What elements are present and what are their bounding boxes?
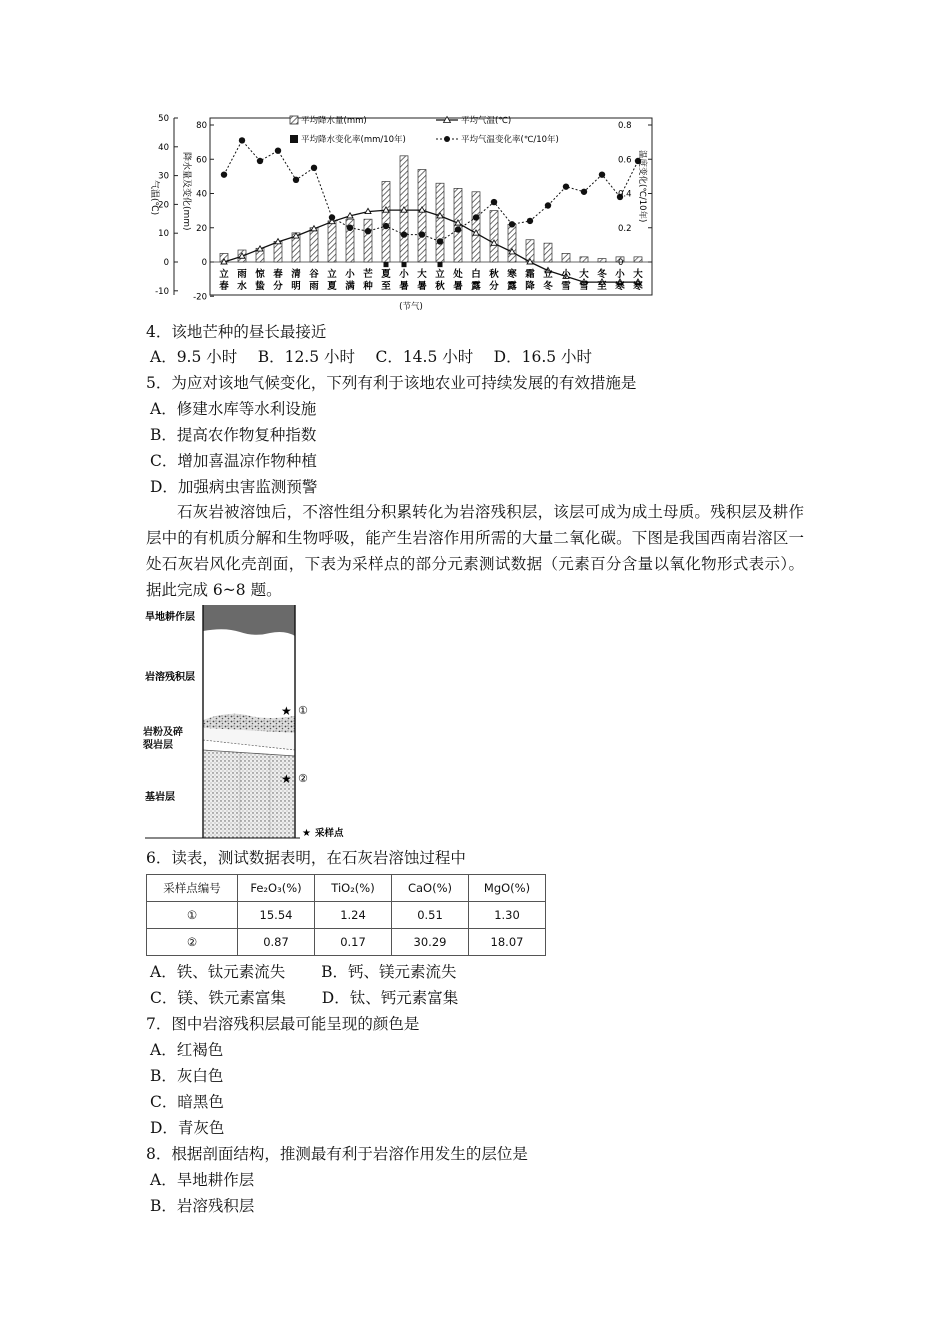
category-label: 立 (327, 269, 337, 280)
karst-profile-diagram (140, 600, 370, 845)
q7-option-a: A．红褐色 (150, 1041, 224, 1059)
category-label: 夏 (381, 269, 391, 280)
q8-stem: 8．根据剖面结构，推测最有利于岩溶作用发生的层位是 (146, 1145, 528, 1163)
temp-change-point (293, 177, 299, 183)
temp-change-point (383, 223, 389, 229)
temp-change-point (455, 226, 461, 232)
category-label: 雨 (309, 281, 319, 292)
temp-change-point (257, 158, 263, 164)
category-label: 至 (597, 281, 607, 292)
category-label: 立 (543, 269, 553, 280)
label-topsoil: 旱地耕作层 (145, 612, 195, 623)
temp-change-point (419, 231, 425, 237)
category-label: 芒 (363, 269, 373, 280)
precip-bar (274, 241, 282, 262)
table-cell: ② (147, 929, 238, 956)
temp-change-point (563, 183, 569, 189)
category-label: 明 (291, 281, 301, 292)
category-label: 分 (273, 281, 283, 292)
mid-tick-label: 0 (201, 258, 207, 268)
q7-stem: 7．图中岩溶残积层最可能呈现的颜色是 (146, 1015, 420, 1033)
temp-change-point (239, 137, 245, 143)
sample-star-1: ★ (281, 704, 292, 718)
category-label: 冬 (543, 281, 553, 292)
left-tick-label: -10 (155, 286, 169, 297)
precip-bar (328, 221, 336, 262)
table-cell: 0.51 (392, 902, 469, 929)
temp-change-point (491, 199, 497, 205)
category-label: 春 (273, 269, 283, 280)
bedrock-layer (203, 750, 295, 838)
category-label: 寒 (615, 281, 625, 292)
category-label: 惊 (255, 269, 265, 280)
legend-temp-change: 平均气温变化率(℃/10年) (461, 135, 559, 145)
table-header: CaO(%) (392, 875, 469, 902)
category-label: 雪 (561, 281, 571, 292)
category-label: 立 (219, 269, 229, 280)
legend-star-icon: ★ (302, 828, 311, 839)
table-cell: 1.30 (469, 902, 546, 929)
category-label: 立 (435, 269, 445, 280)
q7-option-d: D．青灰色 (150, 1119, 225, 1137)
q8-option-b: B．岩溶残积层 (150, 1197, 255, 1215)
precip-bar (544, 243, 552, 262)
legend-precip-change: 平均降水变化率(mm/10年) (301, 135, 406, 145)
legend-precip: 平均降水量(mm) (301, 116, 367, 126)
x-axis-title: (节气) (399, 302, 423, 312)
mid-tick-label: 60 (196, 155, 207, 166)
mid-tick-label: -20 (193, 292, 207, 303)
category-label: 露 (471, 281, 481, 292)
category-label: 满 (345, 281, 355, 292)
category-label: 雨 (237, 269, 247, 280)
right-tick-label: 0.4 (618, 189, 632, 200)
q5-option-b: B．提高农作物复种指数 (150, 426, 317, 444)
category-label: 大 (633, 269, 643, 280)
precip-bar (562, 253, 570, 262)
q4-options: A．9.5 小时 B．12.5 小时 C．14.5 小时 D．16.5 小时 (150, 348, 593, 366)
climate-chart (140, 110, 660, 320)
legend-temp: 平均气温(℃) (461, 116, 512, 126)
q4-stem: 4．该地芒种的昼长最接近 (146, 323, 327, 341)
temp-change-point (509, 221, 515, 227)
category-label: 寒 (507, 269, 517, 280)
passage: 石灰岩被溶蚀后，不溶性组分积累转化为岩溶残积层，该层可成为成土母质。残积层及耕作层中的有机质分解和生物呼吸，能产生岩溶作用所需的大量二氧化碳。下图是我国西南岩溶区一处石灰岩风化壳剖面，下表为采样点的部分元素测试数据（元素百分含量以氧化物形式表示）。据此完成 6~8 题。 (146, 503, 804, 599)
table-cell: 18.07 (469, 929, 546, 956)
left-tick-label: 0 (163, 258, 169, 268)
table-header: TiO₂(%) (315, 875, 392, 902)
temp-change-point (437, 238, 443, 244)
left-tick-label: 40 (158, 142, 169, 153)
category-label: 暑 (399, 281, 409, 292)
category-label: 白 (471, 269, 481, 280)
mid-tick-label: 40 (196, 189, 207, 200)
sample-point-2: ② (298, 772, 308, 785)
right-tick-label: 0.6 (618, 155, 632, 166)
precip-change-bar (402, 262, 407, 267)
table-cell: 0.87 (238, 929, 315, 956)
temperature-line (224, 210, 638, 282)
category-label: 蛰 (255, 281, 265, 292)
category-label: 霜 (525, 269, 535, 280)
table-header: 采样点编号 (147, 875, 238, 902)
precip-bar (418, 170, 426, 262)
q5-stem: 5．为应对该地气候变化，下列有利于该地农业可持续发展的有效措施是 (146, 374, 637, 392)
temp-change-point (275, 147, 281, 153)
q6-stem: 6．读表，测试数据表明，在石灰岩溶蚀过程中 (146, 849, 466, 867)
left-tick-label: 20 (158, 200, 169, 211)
label-residual: 岩溶残积层 (145, 672, 195, 683)
label-gravel: 岩粉及碎裂岩层 (143, 727, 183, 751)
category-label: 处 (453, 269, 463, 280)
sample-star-2: ★ (281, 772, 292, 786)
right-tick-label: 0 (618, 258, 624, 268)
right-axis-title: 温度变化(℃/10年) (637, 150, 647, 223)
category-label: 种 (363, 281, 373, 292)
category-label: 小 (345, 269, 355, 280)
category-label: 大 (579, 269, 589, 280)
category-label: 小 (399, 269, 409, 280)
category-label: 至 (381, 281, 391, 292)
temp-change-point (473, 214, 479, 220)
table-row (147, 929, 546, 956)
category-label: 小 (561, 269, 571, 280)
category-label: 夏 (327, 281, 337, 292)
temp-change-point (365, 228, 371, 234)
category-label: 暑 (417, 281, 427, 292)
temp-change-point (221, 171, 227, 177)
q5-option-d: D．加强病虫害监测预警 (150, 478, 318, 496)
table-row (147, 902, 546, 929)
precip-bar (634, 257, 642, 262)
left-axis-title: 气温(℃) (149, 180, 159, 216)
precip-bar (508, 224, 516, 262)
category-label: 水 (237, 281, 247, 292)
temp-change-point (311, 165, 317, 171)
element-data-table (146, 874, 546, 956)
category-label: 春 (219, 281, 229, 292)
precip-bar (580, 257, 588, 262)
mid-tick-label: 80 (196, 121, 207, 131)
table-cell: 0.17 (315, 929, 392, 956)
temp-change-point (581, 189, 587, 195)
category-label: 冬 (597, 269, 607, 280)
table-cell: ① (147, 902, 238, 929)
table-cell: 1.24 (315, 902, 392, 929)
category-label: 小 (615, 269, 625, 280)
precip-bar (490, 211, 498, 262)
category-label: 秋 (435, 281, 445, 292)
category-label: 谷 (309, 269, 319, 280)
table-header: MgO(%) (469, 875, 546, 902)
temp-change-point (347, 225, 353, 231)
legend-sample: 采样点 (315, 828, 344, 839)
precip-bar (436, 183, 444, 262)
table-cell: 15.54 (238, 902, 315, 929)
category-label: 降 (525, 281, 535, 292)
mid-tick-label: 20 (196, 223, 207, 234)
temp-change-point (545, 202, 551, 208)
right-tick-label: 0.2 (618, 223, 632, 234)
q7-option-b: B．灰白色 (150, 1067, 224, 1085)
temp-change-point (599, 171, 605, 177)
q5-option-c: C．增加喜温凉作物种植 (150, 452, 317, 470)
left-tick-label: 50 (158, 114, 169, 124)
precip-bar (598, 259, 606, 262)
category-label: 寒 (633, 281, 643, 292)
category-label: 露 (507, 281, 517, 292)
precip-change-bar (384, 262, 389, 267)
temp-change-point (401, 231, 407, 237)
table-header-row (147, 875, 546, 902)
temp-change-point (527, 218, 533, 224)
precip-bar (472, 192, 480, 262)
label-bedrock: 基岩层 (145, 792, 175, 803)
category-label: 大 (417, 269, 427, 280)
right-tick-label: 0.8 (618, 121, 632, 131)
q6-options-ab: A．铁、钛元素流失 B．钙、镁元素流失 (150, 963, 457, 981)
precip-bar (364, 219, 372, 262)
category-label: 雪 (579, 281, 589, 292)
category-label: 秋 (489, 269, 499, 280)
precip-bar (382, 182, 390, 262)
category-label: 暑 (453, 281, 463, 292)
table-cell: 30.29 (392, 929, 469, 956)
precip-bar (310, 228, 318, 262)
sample-point-1: ① (298, 704, 308, 717)
mid-axis-title: 降水量及变化(mm) (181, 152, 191, 231)
legend-precip-swatch (290, 116, 298, 124)
q7-option-c: C．暗黑色 (150, 1093, 224, 1111)
temp-change-line (224, 140, 638, 241)
precip-change-bar (438, 262, 443, 267)
category-label: 清 (291, 269, 301, 280)
left-tick-label: 30 (158, 171, 169, 182)
table-header: Fe₂O₃(%) (238, 875, 315, 902)
q6-options-cd: C．镁、铁元素富集 D．钛、钙元素富集 (150, 989, 459, 1007)
q5-option-a: A．修建水库等水利设施 (150, 400, 317, 418)
left-tick-label: 10 (158, 229, 169, 240)
legend-precip-change-swatch (290, 135, 298, 143)
temp-change-point (329, 214, 335, 220)
q8-option-a: A．旱地耕作层 (150, 1171, 255, 1189)
category-label: 分 (489, 281, 499, 292)
